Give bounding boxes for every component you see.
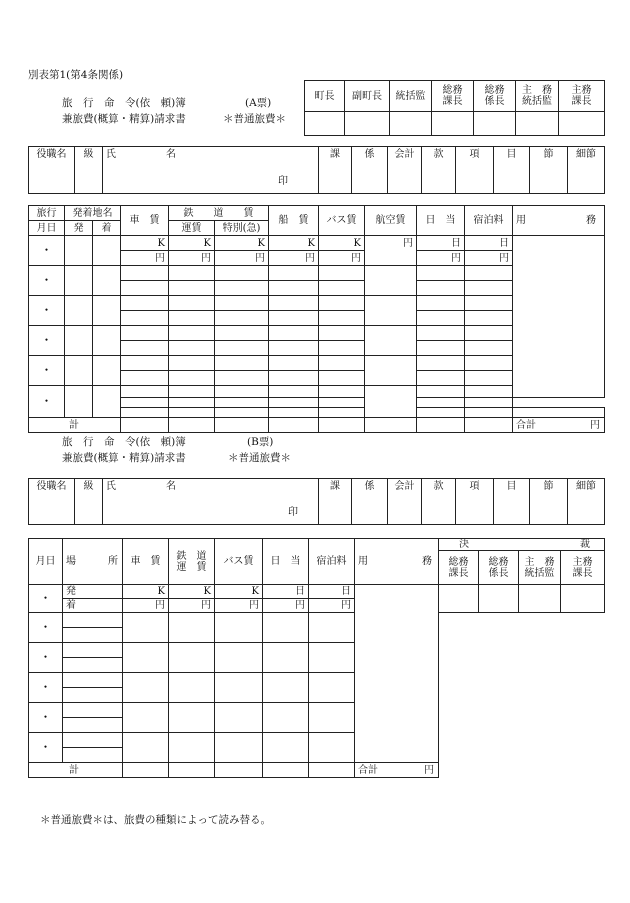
col-duty-1: 用 [516, 215, 526, 226]
amount-cell[interactable] [215, 643, 263, 673]
amount-cell[interactable] [215, 311, 269, 326]
amount-cell[interactable] [215, 733, 263, 763]
amount-cell[interactable] [169, 733, 215, 763]
amount-cell[interactable] [169, 613, 215, 643]
form-a-info-table [28, 146, 605, 194]
amount-cell[interactable] [123, 703, 169, 733]
amount-cell[interactable] [309, 643, 355, 673]
decision-2: 裁 [580, 539, 590, 550]
total-cell[interactable] [309, 763, 355, 778]
amount-cell[interactable] [215, 673, 263, 703]
place-cell[interactable] [63, 703, 123, 718]
amount-cell[interactable] [215, 408, 269, 418]
amount-cell[interactable] [365, 356, 417, 386]
unit-yen: 円 [215, 251, 269, 266]
unit-yen: 円 [465, 251, 513, 266]
seal-box[interactable] [305, 112, 345, 136]
amount-cell[interactable] [365, 266, 417, 296]
amount-cell[interactable] [123, 613, 169, 643]
amount-cell[interactable] [269, 281, 319, 296]
item3-field[interactable]: 目 [494, 479, 530, 525]
arr-cell[interactable] [93, 356, 121, 386]
amount-cell[interactable] [309, 673, 355, 703]
form-a-approval-table [304, 80, 605, 136]
seal-box[interactable] [390, 112, 432, 136]
amount-cell[interactable] [269, 386, 319, 398]
amount-cell[interactable] [269, 266, 319, 281]
amount-cell[interactable] [269, 408, 319, 418]
item2-field[interactable]: 項 [456, 479, 494, 525]
unit-yen: 円 [169, 599, 215, 613]
col-arr: 着 [93, 221, 121, 236]
name-label-1: 氏 [106, 149, 116, 160]
amount-cell[interactable] [417, 408, 465, 418]
amount-cell[interactable] [309, 733, 355, 763]
unit-yen: 円 [417, 251, 465, 266]
amount-cell[interactable] [465, 296, 513, 311]
unit-day: 日 [465, 236, 513, 251]
amount-cell[interactable] [319, 296, 365, 311]
col-duty-2: 務 [422, 556, 432, 567]
total-cell[interactable] [417, 418, 465, 433]
form-b-info-table [28, 478, 605, 525]
amount-cell[interactable] [263, 643, 309, 673]
amount-cell[interactable] [121, 341, 169, 356]
amount-cell[interactable] [169, 398, 215, 408]
col-ship: 船 賃 [269, 206, 319, 236]
amount-cell[interactable] [465, 408, 513, 418]
unit-k: K [215, 585, 263, 599]
place-cell[interactable] [63, 628, 123, 643]
sum-unit: 円 [590, 419, 600, 431]
unit-k: K [169, 585, 215, 599]
unit-k: K [121, 236, 169, 251]
seal-box[interactable] [516, 112, 559, 136]
amount-cell[interactable] [465, 281, 513, 296]
amount-cell[interactable] [169, 371, 215, 386]
sum-unit: 円 [424, 764, 434, 776]
total-cell[interactable] [169, 763, 215, 778]
amount-cell[interactable] [417, 398, 465, 408]
amount-cell[interactable] [365, 386, 417, 418]
item3-field[interactable]: 目 [494, 147, 530, 194]
amount-cell[interactable] [417, 386, 465, 398]
approval-cell: 総務 課長 [439, 551, 479, 585]
amount-cell[interactable] [417, 356, 465, 371]
col-bus: バス賃 [319, 206, 365, 236]
amount-cell[interactable] [263, 673, 309, 703]
amount-cell[interactable] [169, 643, 215, 673]
row-dot: ・ [29, 585, 63, 613]
amount-cell[interactable] [169, 281, 215, 296]
grade-field[interactable]: 級 [75, 479, 103, 525]
amount-cell[interactable] [417, 266, 465, 281]
seal-box[interactable] [561, 585, 605, 613]
amount-cell[interactable] [169, 311, 215, 326]
dep-cell[interactable] [65, 296, 93, 326]
col-rail [169, 539, 215, 585]
form-b-main-table [28, 538, 605, 778]
seal-box[interactable] [474, 112, 516, 136]
duty-cell[interactable] [513, 236, 605, 398]
form-a-title: 旅 行 命 令(依 頼)簿 [62, 97, 186, 109]
unit-k: K [123, 585, 169, 599]
amount-cell[interactable] [215, 296, 269, 311]
item4-field[interactable]: 節 [530, 479, 568, 525]
sum-label: 合計 [516, 419, 536, 431]
col-fare: 運賃 [169, 221, 215, 236]
amount-cell[interactable] [169, 341, 215, 356]
amount-cell[interactable] [417, 341, 465, 356]
place-cell[interactable] [63, 718, 123, 733]
seal-box[interactable] [432, 112, 474, 136]
section-field[interactable]: 課 [319, 147, 352, 194]
amount-cell[interactable] [319, 281, 365, 296]
blank-area [439, 613, 605, 763]
col-place [63, 539, 123, 585]
name-field[interactable] [103, 479, 319, 525]
sum-cell[interactable] [355, 763, 439, 778]
row-dot: ・ [29, 703, 63, 733]
dep-cell[interactable] [65, 386, 93, 418]
col-lodging: 宿泊料 [465, 206, 513, 236]
arr-cell[interactable] [93, 326, 121, 356]
unit-yen: 円 [169, 251, 215, 266]
col-place: 発着地名 [65, 206, 121, 221]
row-dot: ・ [29, 236, 65, 266]
amount-cell[interactable] [121, 398, 169, 408]
unit-yen: 円 [319, 251, 365, 266]
approval-cell: 主 務 統括監 [516, 81, 559, 112]
unit-yen: 円 [263, 599, 309, 613]
amount-cell[interactable] [121, 266, 169, 281]
col-duty-2: 務 [586, 215, 596, 226]
item5-field[interactable]: 細節 [568, 479, 605, 525]
duty-cell[interactable] [513, 408, 605, 418]
amount-cell[interactable] [215, 281, 269, 296]
col-dep: 発 [65, 221, 93, 236]
amount-cell[interactable] [123, 673, 169, 703]
name-label-1: 氏 [106, 481, 116, 492]
name-label-2: 名 [166, 481, 176, 492]
seal-box[interactable] [439, 585, 479, 613]
amount-cell[interactable] [169, 266, 215, 281]
col-duty-1: 用 [358, 556, 368, 567]
amount-cell[interactable] [319, 408, 365, 418]
row-dot: ・ [29, 296, 65, 326]
amount-cell[interactable] [215, 398, 269, 408]
name-label-2: 名 [166, 149, 176, 160]
form-a-main-table [28, 205, 605, 433]
amount-cell[interactable] [215, 341, 269, 356]
annex-label: 別表第1(第4条関係) [28, 69, 124, 81]
amount-cell[interactable] [169, 386, 215, 398]
col-rail-2: 運 賃 [176, 561, 207, 573]
row-dot: ・ [29, 673, 63, 703]
form-b-kind: ＊普通旅費＊ [228, 452, 291, 464]
amount-cell[interactable] [269, 296, 319, 311]
col-date-2: 月日 [29, 221, 65, 236]
amount-cell[interactable] [169, 408, 215, 418]
item2-field[interactable]: 項 [456, 147, 494, 194]
unit-yen: 円 [215, 599, 263, 613]
amount-cell[interactable] [269, 341, 319, 356]
sub-field[interactable]: 係 [352, 479, 388, 525]
amount-cell[interactable] [215, 266, 269, 281]
amount-cell[interactable] [309, 613, 355, 643]
row-dot: ・ [29, 643, 63, 673]
dep-cell[interactable] [65, 236, 93, 266]
place-cell[interactable] [63, 688, 123, 703]
item4-field[interactable]: 節 [530, 147, 568, 194]
amount-cell[interactable] [121, 296, 169, 311]
seal-box[interactable] [519, 585, 561, 613]
amount-cell[interactable] [417, 296, 465, 311]
amount-cell[interactable] [169, 356, 215, 371]
duty-cell[interactable] [355, 585, 439, 763]
col-date: 月日 [29, 539, 63, 585]
seal-box[interactable] [559, 112, 605, 136]
form-b-subtitle: 兼旅費(概算・精算)請求書 [62, 452, 186, 464]
decision-header [439, 539, 605, 551]
col-bus: バス賃 [215, 539, 263, 585]
decision-1: 決 [459, 539, 469, 550]
col-date-1: 旅行 [29, 206, 65, 221]
amount-cell[interactable] [319, 398, 365, 408]
total-cell[interactable] [215, 763, 263, 778]
col-place-2: 所 [108, 556, 118, 567]
amount-cell[interactable] [215, 703, 263, 733]
col-lodging: 宿泊料 [309, 539, 355, 585]
arr-cell[interactable] [93, 386, 121, 418]
grade-field[interactable]: 級 [75, 147, 103, 194]
unit-yen: 円 [121, 251, 169, 266]
seal-box[interactable] [345, 112, 390, 136]
footnote: ＊普通旅費＊は、旅費の種類によって読み替る。 [40, 814, 271, 826]
approval-cell: 主 務 統括監 [519, 551, 561, 585]
amount-cell[interactable] [319, 341, 365, 356]
seal-mark: 印 [288, 507, 298, 518]
col-place-1: 場 [66, 556, 76, 567]
amount-cell[interactable] [123, 643, 169, 673]
amount-cell[interactable] [215, 371, 269, 386]
total-cell[interactable] [465, 418, 513, 433]
col-daily: 日 当 [417, 206, 465, 236]
dep-cell[interactable] [65, 326, 93, 356]
row-dot: ・ [29, 326, 65, 356]
row-dot: ・ [29, 386, 65, 418]
col-air: 航空賃 [365, 206, 417, 236]
amount-cell[interactable] [417, 326, 465, 341]
account-field[interactable]: 会計 [388, 147, 422, 194]
amount-cell[interactable] [465, 356, 513, 371]
unit-yen: 円 [269, 251, 319, 266]
total-cell[interactable] [269, 418, 319, 433]
total-cell[interactable] [123, 763, 169, 778]
amount-cell[interactable] [269, 326, 319, 341]
amount-cell[interactable] [215, 356, 269, 371]
amount-cell[interactable] [169, 673, 215, 703]
amount-cell[interactable] [465, 386, 513, 398]
item1-field[interactable]: 款 [422, 479, 456, 525]
amount-cell[interactable] [215, 326, 269, 341]
approval-cell: 総務 係長 [479, 551, 519, 585]
form-b-title: 旅 行 命 令(依 頼)簿 [62, 436, 186, 448]
sum-label: 合計 [358, 764, 378, 776]
amount-cell[interactable] [121, 281, 169, 296]
unit-day: 日 [417, 236, 465, 251]
approval-cell: 主務 課長 [559, 81, 605, 112]
amount-cell[interactable] [465, 341, 513, 356]
amount-cell[interactable] [121, 386, 169, 398]
col-express: 特別(急) [215, 221, 269, 236]
place-cell[interactable] [63, 613, 123, 628]
total-cell[interactable] [365, 418, 417, 433]
amount-cell[interactable] [417, 371, 465, 386]
dep-cell[interactable] [65, 266, 93, 296]
approval-cell: 主務 課長 [561, 551, 605, 585]
total-cell[interactable] [319, 418, 365, 433]
form-a-kind: ＊普通旅費＊ [223, 113, 286, 125]
amount-cell[interactable] [465, 398, 513, 408]
col-car: 車 賃 [123, 539, 169, 585]
amount-cell[interactable] [319, 356, 365, 371]
name-field[interactable] [103, 147, 319, 194]
amount-cell[interactable] [269, 371, 319, 386]
account-field[interactable]: 会計 [388, 479, 422, 525]
col-rail-1: 鉄 道 [176, 550, 207, 562]
total-cell[interactable] [215, 418, 269, 433]
form-b-ticket: (B票) [247, 436, 274, 448]
total-label: 計 [29, 418, 121, 433]
amount-cell[interactable] [309, 703, 355, 733]
unit-day: 日 [309, 585, 355, 599]
arr-cell[interactable] [93, 296, 121, 326]
amount-cell[interactable] [319, 311, 365, 326]
amount-cell[interactable] [121, 311, 169, 326]
col-duty [513, 206, 605, 236]
col-daily: 日 当 [263, 539, 309, 585]
form-a-subtitle: 兼旅費(概算・精算)請求書 [62, 113, 186, 125]
col-duty [355, 539, 439, 585]
dep-label: 発 [63, 585, 123, 599]
amount-cell[interactable] [417, 281, 465, 296]
amount-cell[interactable] [319, 266, 365, 281]
unit-k: K [169, 236, 215, 251]
amount-cell[interactable] [269, 311, 319, 326]
seal-box[interactable] [479, 585, 519, 613]
amount-cell[interactable] [123, 733, 169, 763]
place-cell[interactable] [63, 733, 123, 748]
post-field[interactable]: 役職名 [29, 147, 75, 194]
row-dot: ・ [29, 613, 63, 643]
amount-cell[interactable] [215, 613, 263, 643]
dep-cell[interactable] [65, 356, 93, 386]
amount-cell[interactable] [465, 371, 513, 386]
amount-cell[interactable] [169, 703, 215, 733]
total-cell[interactable] [169, 418, 215, 433]
amount-cell[interactable] [417, 311, 465, 326]
place-cell[interactable] [63, 658, 123, 673]
amount-cell[interactable] [263, 733, 309, 763]
row-dot: ・ [29, 266, 65, 296]
section-field[interactable]: 課 [319, 479, 352, 525]
amount-cell[interactable] [319, 386, 365, 398]
amount-cell[interactable] [365, 296, 417, 326]
amount-cell[interactable] [169, 296, 215, 311]
unit-k: K [215, 236, 269, 251]
unit-k: K [319, 236, 365, 251]
form-a-ticket: (A票) [245, 97, 272, 109]
amount-cell[interactable] [263, 613, 309, 643]
arr-cell[interactable] [93, 236, 121, 266]
total-cell[interactable] [263, 763, 309, 778]
total-label: 計 [29, 763, 123, 778]
item5-field[interactable]: 細節 [568, 147, 605, 194]
amount-cell[interactable] [319, 371, 365, 386]
place-cell[interactable] [63, 673, 123, 688]
col-car: 車 賃 [121, 206, 169, 236]
approval-cell: 統括監 [390, 81, 432, 112]
sub-field[interactable]: 係 [352, 147, 388, 194]
item1-field[interactable]: 款 [422, 147, 456, 194]
approval-cell: 町長 [305, 81, 345, 112]
amount-cell[interactable] [465, 311, 513, 326]
amount-cell[interactable] [269, 398, 319, 408]
unit-yen: 円 [309, 599, 355, 613]
approval-cell: 総務 係長 [474, 81, 516, 112]
amount-cell[interactable] [365, 326, 417, 356]
approval-cell: 副町長 [345, 81, 390, 112]
post-field[interactable]: 役職名 [29, 479, 75, 525]
col-rail: 鉄 道 賃 [169, 206, 269, 221]
unit-k: K [269, 236, 319, 251]
place-cell[interactable] [63, 643, 123, 658]
unit-yen: 円 [365, 236, 417, 266]
amount-cell[interactable] [465, 326, 513, 341]
amount-cell[interactable] [465, 266, 513, 281]
approval-cell: 総務 課長 [432, 81, 474, 112]
amount-cell[interactable] [319, 326, 365, 341]
amount-cell[interactable] [121, 356, 169, 371]
unit-yen: 円 [123, 599, 169, 613]
row-dot: ・ [29, 356, 65, 386]
arr-label: 着 [63, 599, 123, 613]
place-cell[interactable] [63, 748, 123, 763]
unit-day: 日 [263, 585, 309, 599]
amount-cell[interactable] [269, 356, 319, 371]
row-dot: ・ [29, 733, 63, 763]
total-cell[interactable] [121, 418, 169, 433]
amount-cell[interactable] [121, 371, 169, 386]
arr-cell[interactable] [93, 266, 121, 296]
amount-cell[interactable] [263, 703, 309, 733]
seal-mark: 印 [278, 176, 288, 187]
amount-cell[interactable] [215, 386, 269, 398]
sum-cell[interactable] [513, 418, 605, 433]
amount-cell[interactable] [169, 326, 215, 341]
amount-cell[interactable] [121, 326, 169, 341]
amount-cell[interactable] [121, 408, 169, 418]
